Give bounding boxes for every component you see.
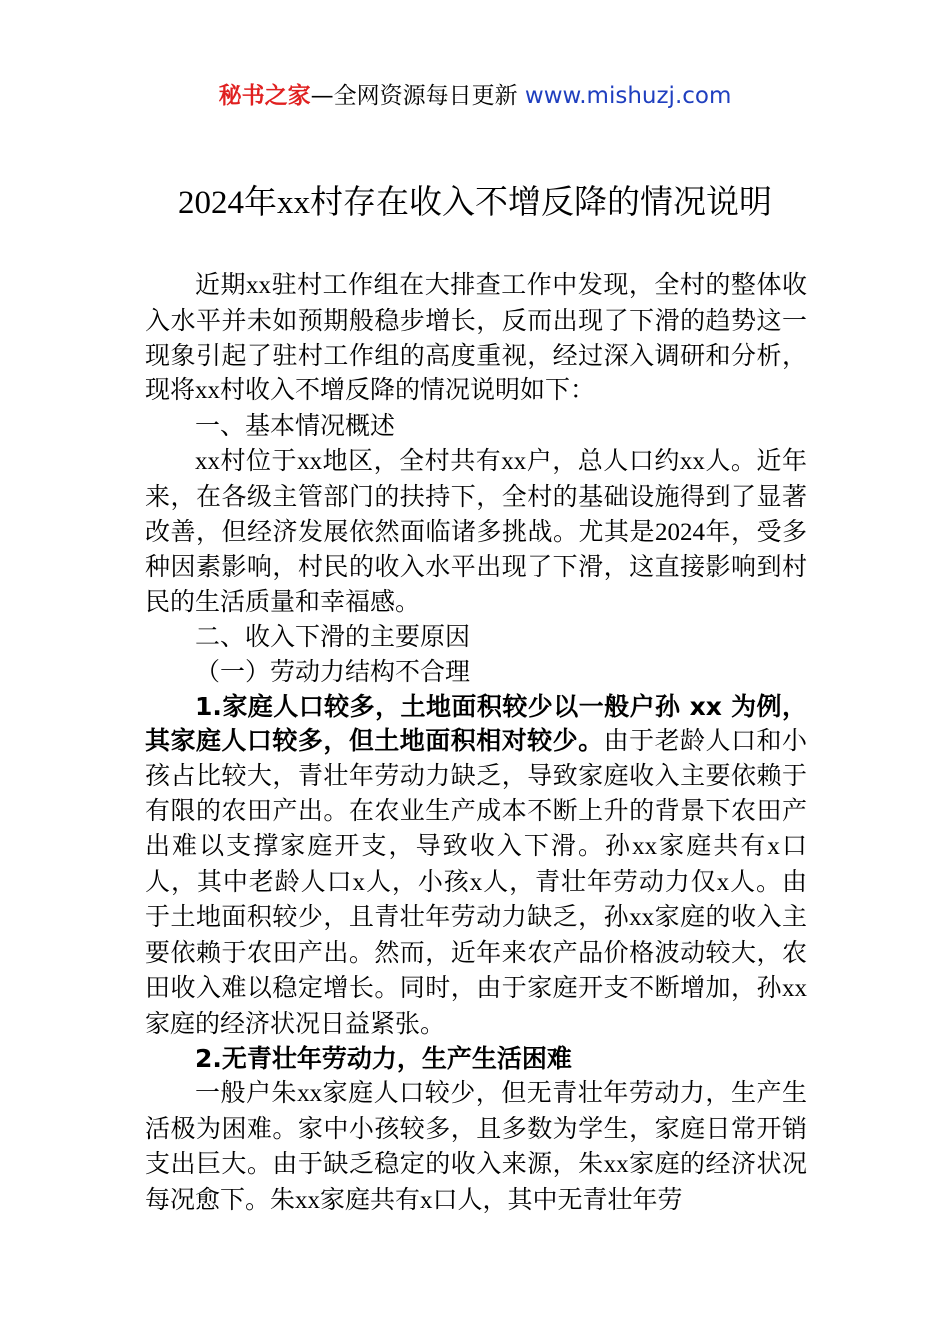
overview-paragraph: xx村位于xx地区，全村共有xx户，总人口约xx人。近年来，在各级主管部门的扶持下，全村的基础设施得到了显著改善，但经济发展依然面临诸多挑战。尤其是2024年，受多种因素影响，村民的收入水平出现了下滑，这直接影响到村民的生活质量和幸福感。: [145, 445, 807, 617]
section-heading-causes: 二、收入下滑的主要原因: [195, 621, 471, 651]
case-zhu-heading: 2.无青壮年劳动力，生产生活困难: [195, 1043, 572, 1073]
case-zhu-paragraph: 一般户朱xx家庭人口较少，但无青壮年劳动力，生产生活极为困难。家中小孩较多，且多数为学生，家庭日常开销支出巨大。由于缺乏稳定的收入来源，朱xx家庭的经济状况每况愈下。朱xx家庭共有x口人，其中无青壮年劳: [145, 1078, 807, 1214]
case-sun-paragraph: 1.家庭人口较多，土地面积较少以一般户孙 xx 为例，其家庭人口较多，但土地面积相对较少。由于老龄人口和小孩占比较大，青壮年劳动力缺乏，导致家庭收入主要依赖于有限的农田产出。在农业生产成本不断上升的背景下农田产出难以支撑家庭开支，导致收入下滑。孙xx家庭共有x口人，其中老龄人口x人，小孩x人，青壮年劳动力仅x人。由于土地面积较少，且青壮年劳动力缺乏，孙xx家庭的收入主要依赖于农田产出。然而，近年来农产品价格波动较大，农田收入难以稳定增长。同时，由于家庭开支不断增加，孙xx家庭的经济状况日益紧张。: [145, 691, 807, 1038]
document-title: 2024年xx村存在收入不增反降的情况说明: [178, 182, 772, 221]
case-sun-heading: 1.家庭人口较多，土地面积较少以一般户孙 xx 为例，其家庭人口较多，但土地面积相对较少。: [145, 691, 807, 756]
site-brand: 秘书之家: [218, 83, 311, 109]
site-url-link[interactable]: www.mishuzj.com: [524, 83, 732, 109]
site-tagline: —全网资源每日更新: [310, 83, 525, 109]
section-heading-overview: 一、基本情况概述: [195, 411, 396, 441]
intro-paragraph: 近期xx驻村工作组在大排查工作中发现，全村的整体收入水平并未如预期般稳步增长，反而出现了下滑的趋势这一现象引起了驻村工作组的高度重视，经过深入调研和分析，现将xx村收入不增反降的情况说明如下：: [145, 270, 807, 405]
subsection-heading-labor: （一）劳动力结构不合理: [195, 656, 471, 686]
site-header: [0, 80, 950, 112]
document-body: [145, 268, 807, 1219]
